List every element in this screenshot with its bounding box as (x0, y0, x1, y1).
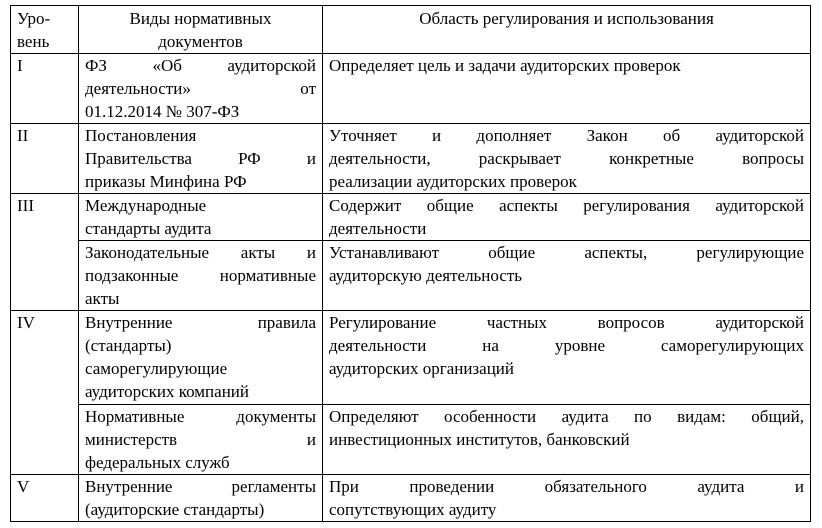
table-row (11, 241, 811, 311)
document-type-cell (79, 475, 323, 522)
document-type-cell (79, 194, 323, 241)
header-level-line: Уро- (17, 9, 51, 28)
regulation-area-cell (323, 311, 811, 405)
cell-line: Постановления (85, 126, 197, 145)
regulation-area-cell (323, 405, 811, 475)
cell-line: Содержит общие аспекты регулирования аудиторской (329, 196, 804, 215)
document-type-cell (79, 54, 323, 124)
level-cell: II (11, 124, 79, 194)
table-row (11, 194, 811, 241)
cell-line: аудиторскую деятельность (329, 266, 523, 285)
document-type-cell (79, 124, 323, 194)
level-cell: V (11, 475, 79, 522)
cell-line: аудиторских организаций (329, 359, 514, 378)
cell-line: Нормативные документы (85, 407, 316, 426)
cell-line: деятельности (329, 219, 427, 238)
cell-line: Правительства РФ и (85, 149, 316, 168)
cell-line: акты (85, 289, 120, 308)
document-type-cell (79, 311, 323, 405)
document-type-cell (79, 241, 323, 311)
cell-line: Уточняет и дополняет Закон об аудиторской (329, 126, 804, 145)
cell-line: Устанавливают общие аспекты, регулирующие (329, 243, 804, 262)
cell-line: приказы Минфина РФ (85, 172, 247, 191)
header-level-line: вень (17, 32, 50, 51)
cell-line: министерств и (85, 430, 316, 449)
cell-line: аудиторских компаний (85, 382, 249, 401)
table-row (11, 405, 811, 475)
regulation-area-cell (323, 124, 811, 194)
cell-line: инвестиционных институтов, банковский (329, 430, 630, 449)
cell-line: федеральных служб (85, 453, 230, 472)
cell-line: Законодательные акты и (85, 243, 316, 262)
header-level (11, 6, 79, 54)
cell-line: реализации аудиторских проверок (329, 172, 577, 191)
regulation-area-cell (323, 241, 811, 311)
cell-line: ФЗ «Об аудиторской (85, 56, 316, 75)
regulation-area-cell (323, 475, 811, 522)
cell-line: деятельности» от (85, 79, 316, 98)
cell-line: (аудиторские стандарты) (85, 500, 265, 519)
regulation-levels-table (10, 5, 811, 522)
table-row (11, 311, 811, 405)
level-cell: I (11, 54, 79, 124)
regulation-area-cell (323, 194, 811, 241)
cell-line: (стандарты) (85, 336, 172, 355)
table-row (11, 54, 811, 124)
cell-line: деятельности, раскрывает конкретные вопросы (329, 149, 804, 168)
document-type-cell (79, 405, 323, 475)
header-docs-line: Виды нормативных (129, 9, 272, 28)
cell-line: подзаконные нормативные (85, 266, 316, 285)
cell-line: деятельности на уровне саморегулирующих (329, 336, 804, 355)
table-header-row (11, 6, 811, 54)
cell-line: Определяет цель и задачи аудиторских проверок (329, 56, 681, 75)
cell-line: Регулирование частных вопросов аудиторской (329, 313, 804, 332)
header-regulation-area (323, 6, 811, 54)
level-cell: III (11, 194, 79, 311)
cell-line: сопутствующих аудиту (329, 500, 497, 519)
cell-line: саморегулирующие (85, 359, 228, 378)
header-docs-line: документов (158, 32, 243, 51)
header-document-types (79, 6, 323, 54)
table-row (11, 124, 811, 194)
regulation-area-cell (323, 54, 811, 124)
cell-line: При проведении обязательного аудита и (329, 477, 804, 496)
header-area-line: Область регулирования и использования (419, 9, 714, 28)
table-row (11, 475, 811, 522)
cell-line: 01.12.2014 № 307-ФЗ (85, 102, 240, 121)
cell-line: стандарты аудита (85, 219, 212, 238)
cell-line: Внутренние правила (85, 313, 316, 332)
cell-line: Международные (85, 196, 207, 215)
cell-line: Определяют особенности аудита по видам: общий, (329, 407, 804, 426)
level-cell: IV (11, 311, 79, 475)
cell-line: Внутренние регламенты (85, 477, 316, 496)
